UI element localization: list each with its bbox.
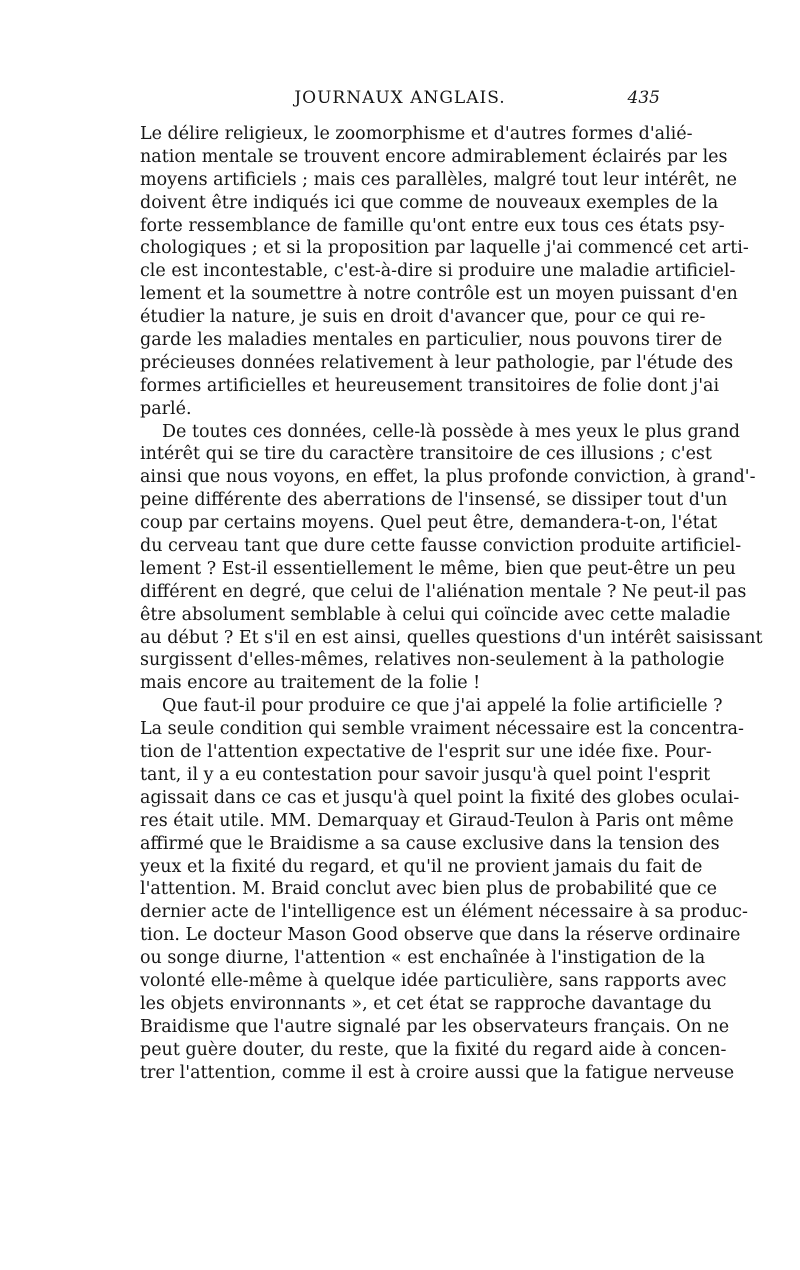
running-title: JOURNAUX ANGLAIS. [294, 88, 506, 108]
text-line: chologiques ; et si la proposition par laquelle j'ai commencé cet arti- [140, 238, 749, 259]
text-line: mais encore au traitement de la folie ! [140, 673, 481, 694]
text-line: volonté elle-même à quelque idée particulière, sans rapports avec [140, 970, 727, 991]
text-line: formes artificielles et heureusement transitoires de folie dont j'ai [140, 375, 720, 396]
text-line: moyens artificiels ; mais ces parallèles, malgré tout leur intérêt, ne [140, 169, 738, 190]
text-line: trer l'attention, comme il est à croire aussi que la fatigue nerveuse [140, 1062, 735, 1083]
text-line: tion. Le docteur Mason Good observe que dans la réserve ordinaire [140, 925, 741, 946]
text-line: cle est incontestable, c'est-à-dire si produire une maladie artificiel- [140, 261, 736, 282]
text-line: être absolument semblable à celui qui coïncide avec cette maladie [140, 604, 731, 625]
page-number: 435 [627, 88, 660, 108]
text-line: surgissent d'elles-mêmes, relatives non-seulement à la pathologie [140, 650, 725, 671]
text-line: l'attention. M. Braid conclut avec bien plus de probabilité que ce [140, 879, 718, 900]
text-line: affirmé que le Braidisme a sa cause exclusive dans la tension des [140, 833, 720, 854]
text-line: tion de l'attention expectative de l'esprit sur une idée fixe. Pour- [140, 742, 712, 763]
text-line: lement ? Est-il essentiellement le même, bien que peut-être un peu [140, 558, 736, 579]
text-line: au début ? Et s'il en est ainsi, quelles questions d'un intérêt saisissant [140, 627, 763, 648]
text-line: étudier la nature, je suis en droit d'avancer que, pour ce qui re- [140, 307, 706, 328]
text-line: les objets environnants », et cet état se rapproche davantage du [140, 993, 712, 1014]
text-line: agissait dans ce cas et jusqu'à quel point la fixité des globes oculai- [140, 787, 740, 808]
text-line: doivent être indiqués ici que comme de nouveaux exemples de la [140, 192, 719, 213]
page-header [140, 88, 660, 118]
text-line: coup par certains moyens. Quel peut être, demandera-t-on, l'état [140, 513, 718, 534]
text-line: peut guère douter, du reste, que la fixité du regard aide à concen- [140, 1039, 727, 1060]
text-line: ou songe diurne, l'attention « est enchaînée à l'instigation de la [140, 948, 706, 969]
text-line: ainsi que nous voyons, en effet, la plus profonde conviction, à grand'- [140, 467, 756, 488]
text-line: Le délire religieux, le zoomorphisme et d'autres formes d'alié- [140, 124, 693, 144]
text-line: intérêt qui se tire du caractère transitoire de ces illusions ; c'est [140, 444, 712, 465]
text-line: La seule condition qui semble vraiment nécessaire est la concentra- [140, 719, 744, 740]
paragraph-start-line: Que faut-il pour produire ce que j'ai appelé la folie artificielle ? [162, 696, 723, 717]
text-line: Braidisme que l'autre signalé par les observateurs français. On ne [140, 1016, 730, 1037]
text-line: garde les maladies mentales en particulier, nous pouvons tirer de [140, 330, 723, 351]
text-line: parlé. [140, 398, 192, 419]
text-line: précieuses données relativement à leur pathologie, par l'étude des [140, 352, 734, 373]
text-line: nation mentale se trouvent encore admirablement éclairés par les [140, 146, 728, 167]
body-text [140, 123, 763, 1084]
text-line: yeux et la fixité du regard, et qu'il ne provient jamais du fait de [140, 856, 703, 877]
text-line: différent en degré, que celui de l'aliénation mentale ? Ne peut-il pas [140, 581, 747, 602]
text-line: res était utile. MM. Demarquay et Giraud-Teulon à Paris ont même [140, 810, 734, 831]
text-line: du cerveau tant que dure cette fausse conviction produite artificiel- [140, 536, 742, 557]
text-line: lement et la soumettre à notre contrôle est un moyen puissant d'en [140, 284, 738, 305]
paragraph-start-line: De toutes ces données, celle-là possède à mes yeux le plus grand [162, 421, 740, 442]
text-line: peine différente des aberrations de l'insensé, se dissiper tout d'un [140, 490, 728, 511]
text-line: forte ressemblance de famille qu'ont entre eux tous ces états psy- [140, 215, 725, 236]
text-line: tant, il y a eu contestation pour savoir jusqu'à quel point l'esprit [140, 764, 711, 785]
text-line: dernier acte de l'intelligence est un élément nécessaire à sa produc- [140, 902, 748, 923]
